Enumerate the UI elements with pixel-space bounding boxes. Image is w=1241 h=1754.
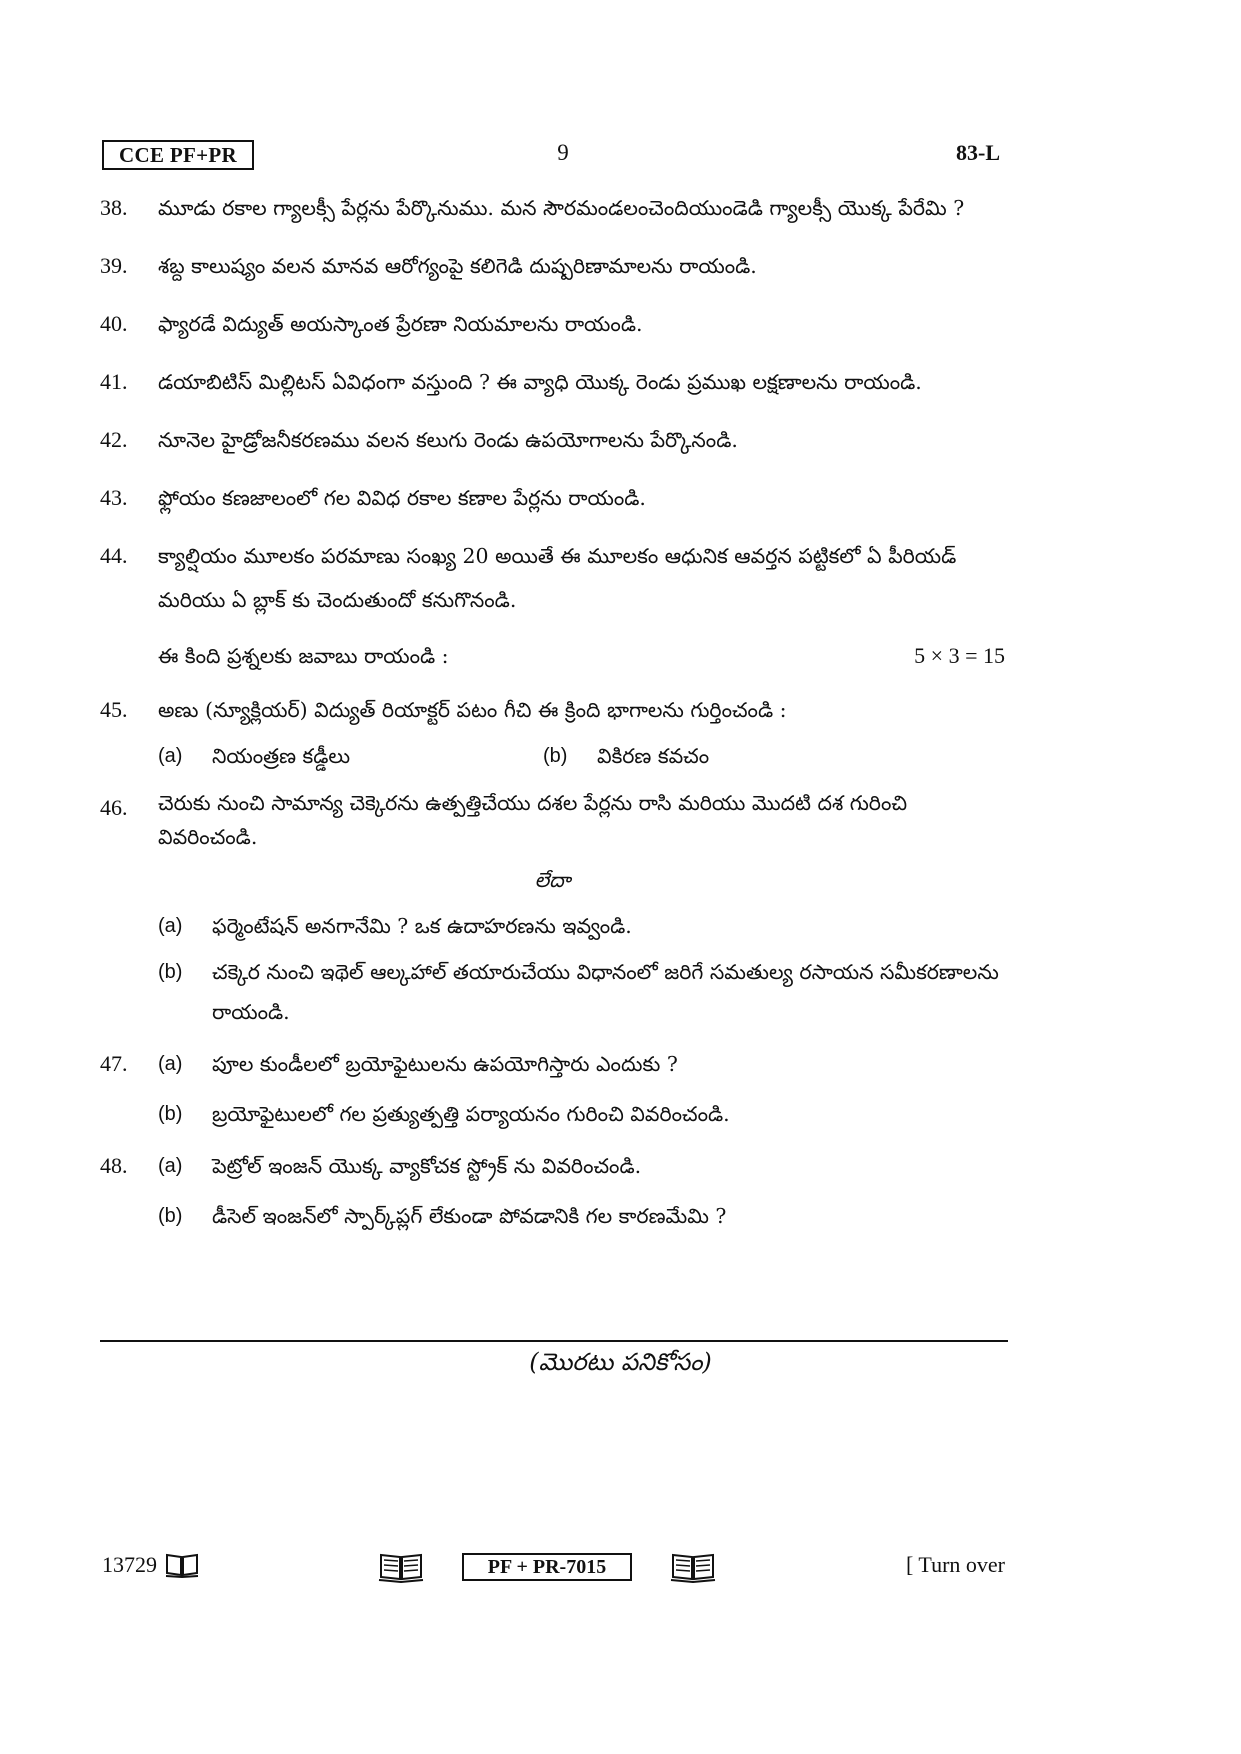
part-label: (b) — [158, 1103, 183, 1125]
page-number: 9 — [557, 140, 569, 165]
question-number: 46. — [100, 795, 128, 820]
question-48-part-a — [100, 1146, 1005, 1186]
question-text: ఫ్లోయం కణజాలంలో గల వివిధ రకాల కణాల పేర్లను రాయండి. — [158, 486, 646, 510]
question-text: ఫ్యారడే విద్యుత్ అయస్కాంత ప్రేరణా నియమాలను రాయండి. — [158, 312, 643, 336]
question-48-part-b — [158, 1196, 1005, 1236]
part-text: పూల కుండీలలో బ్రయోఫైటులను ఉపయోగిస్తారు ఎందుకు ? — [212, 1052, 678, 1076]
question-43 — [100, 476, 1005, 520]
or-separator: లేదా — [534, 868, 571, 892]
section-marks: 5 × 3 = 15 — [914, 643, 1005, 668]
question-41 — [100, 360, 1005, 404]
question-44 — [100, 534, 1005, 622]
question-45 — [100, 688, 1005, 732]
question-number: 47. — [100, 1051, 128, 1076]
part-label: (b) — [158, 961, 183, 983]
question-42 — [100, 418, 1005, 462]
footer-number-group — [102, 1552, 199, 1578]
instruction-text: ఈ కింది ప్రశ్నలకు జవాబు రాయండి : — [158, 644, 449, 668]
header-code-box: CCE PF+PR — [102, 140, 254, 170]
question-47-part-a — [100, 1044, 1005, 1084]
question-text: డయాబిటిస్ మిల్లిటస్ ఏవిధంగా వస్తుంది ? ఈ వ్యాధి యొక్క రెండు ప్రముఖ లక్షణాలను రాయండి. — [158, 370, 922, 394]
question-46-part-a — [158, 906, 1005, 946]
part-text: డీసెల్ ఇంజన్‌లో స్పార్క్‌ప్లగ్ లేకుండా పోవడానికి గల కారణమేమి ? — [212, 1204, 727, 1228]
question-text: శబ్ద కాలుష్యం వలన మానవ ఆరోగ్యంపై కలిగెడి దుష్పరిణామాలను రాయండి. — [158, 254, 757, 278]
part-text: వికిరణ కవచం — [597, 744, 710, 768]
question-38 — [100, 186, 1005, 230]
question-45-parts — [158, 736, 1005, 776]
question-number: 40. — [100, 311, 128, 336]
question-text: క్యాల్షియం మూలకం పరమాణు సంఖ్య 20 అయితే ఈ మూలకం ఆధునిక ఆవర్తన పట్టికలో ఏ పీరియడ్ మరియు ఏ బ్లాక్ కు చెందుతుందో కనుగొనండి. — [158, 544, 957, 612]
part-a — [158, 736, 543, 776]
part-label: (a) — [158, 745, 183, 767]
question-46-part-b — [158, 952, 1005, 1032]
book-icon — [670, 1551, 716, 1583]
question-number: 48. — [100, 1153, 128, 1178]
question-number: 39. — [100, 253, 128, 278]
rough-work-label: (మొరటు పనికోసం) — [529, 1348, 712, 1376]
question-list — [100, 186, 1005, 1242]
part-text: చక్కెర నుంచి ఇథెల్ ఆల్కహాల్ తయారుచేయు విధానంలో జరిగే సమతుల్య రసాయన సమీకరణాలను రాయండి. — [212, 960, 999, 1024]
section-instruction — [158, 636, 1005, 676]
question-text: నూనెల హైడ్రోజనీకరణము వలన కలుగు రెండు ఉపయోగాలను పేర్కొనండి. — [158, 428, 738, 452]
part-label: (a) — [158, 1053, 183, 1075]
part-label: (a) — [158, 1155, 183, 1177]
footer-code-box: PF + PR-7015 — [462, 1553, 632, 1581]
question-46 — [100, 786, 1005, 854]
question-number: 43. — [100, 485, 128, 510]
part-label: (b) — [543, 745, 568, 767]
part-text: బ్రయోఫైటులలో గల ప్రత్యుత్పత్తి పర్యాయనం గురించి వివరించండి. — [212, 1102, 730, 1126]
part-label: (a) — [158, 915, 183, 937]
book-icon — [378, 1551, 424, 1583]
question-number: 44. — [100, 543, 128, 568]
question-number: 45. — [100, 697, 128, 722]
question-number: 41. — [100, 369, 128, 394]
question-40 — [100, 302, 1005, 346]
question-39 — [100, 244, 1005, 288]
part-b — [543, 736, 928, 776]
question-text: అణు (న్యూక్లియర్) విద్యుత్ రియాక్టర్ పటం గీచి ఈ క్రింది భాగాలను గుర్తించండి : — [158, 698, 787, 722]
book-icon — [165, 1552, 199, 1578]
question-text: మూడు రకాల గ్యాలక్సీ పేర్లను పేర్కొనుము. మన సౌరమండలంచెందియుండెడి గ్యాలక్సీ యొక్క పేరేమి ? — [158, 196, 965, 220]
part-text: ఫర్మెంటేషన్ అనగానేమి ? ఒక ఉదాహరణను ఇవ్వండి. — [212, 914, 632, 938]
question-number: 38. — [100, 195, 128, 220]
turn-over-label: [ Turn over — [905, 1552, 1005, 1577]
question-47-part-b — [158, 1094, 1005, 1134]
part-text: నియంత్రణ కడ్డీలు — [212, 744, 351, 768]
part-label: (b) — [158, 1205, 183, 1227]
question-number: 42. — [100, 427, 128, 452]
question-text: చెరుకు నుంచి సామాన్య చెక్కెరను ఉత్పత్తిచేయు దశల పేర్లను రాసి మరియు మొదటి దశ గురించి వివరించండి. — [158, 791, 908, 849]
paper-code: 83-L — [956, 140, 1000, 165]
footer-number: 13729 — [102, 1552, 157, 1577]
part-text: పెట్రోల్ ఇంజన్ యొక్క వ్యాకోచక స్ట్రోక్ ను వివరించండి. — [212, 1154, 642, 1178]
